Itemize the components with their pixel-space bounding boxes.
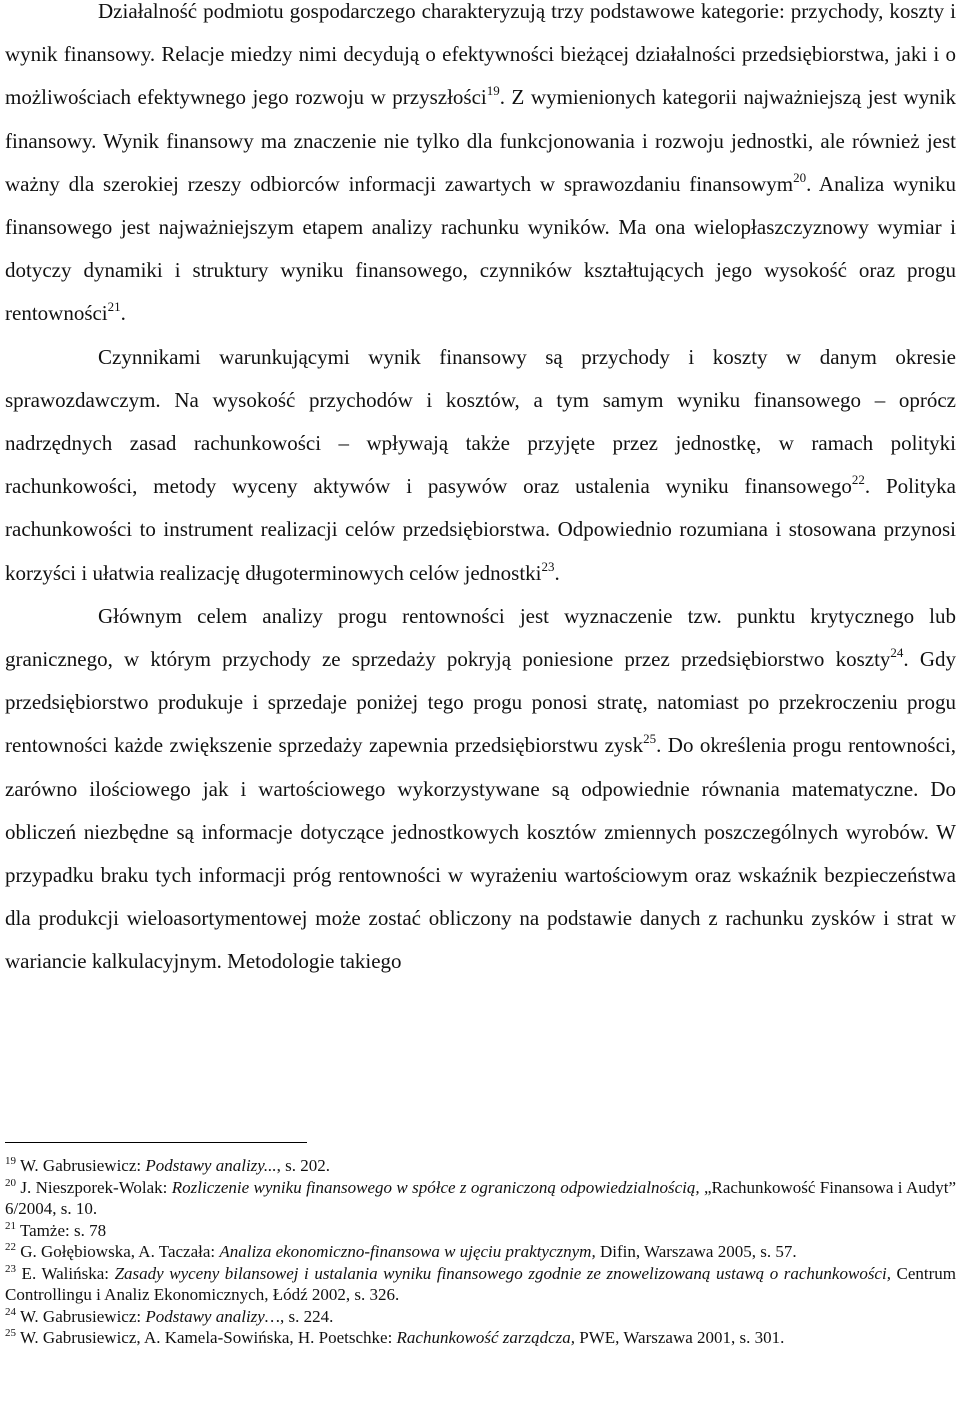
footnote-20 xyxy=(5,1177,956,1220)
paragraph xyxy=(5,595,956,984)
footnote-text: PWE, Warszawa 2001, s. 301. xyxy=(575,1328,785,1347)
text-run: . Analiza wyniku finansowego jest najważniejszym etapem analizy rachunku wyników. Ma ona wielopłaszczyznowy wymiar i dotyczy dynamiki i struktury wyniku finansowego, czynników kształtujących jego wysokość oraz progu rentowności xyxy=(5,171,957,326)
footnote-title: Analiza ekonomiczno-finansowa w ujęciu praktycznym, xyxy=(219,1242,596,1261)
footnote-ref: 20 xyxy=(793,169,807,185)
footnote-text: W. Gabrusiewicz, A. Kamela-Sowińska, H. Poetschke: xyxy=(16,1328,397,1347)
footnote-number: 25 xyxy=(5,1327,16,1339)
text-run: Głównym celem analizy progu rentowności jest wyznaczenie tzw. punktu krytycznego lub granicznego, w którym przychody ze sprzedaży pokryją poniesione przez przedsiębiorstwo koszty xyxy=(5,603,956,672)
footnote-text: Centrum Controllingu i Analiz Ekonomicznych, Łódź 2002, s. 326. xyxy=(5,1263,957,1304)
footnotes xyxy=(5,1155,956,1349)
paragraph xyxy=(5,0,956,336)
footnote-number: 24 xyxy=(5,1305,16,1318)
text-run: Czynnikami warunkującymi wynik finansowy są przychody i koszty w danym okresie sprawozdawczym. Na wysokość przychodów i kosztów, a tym samym wyniku finansowego – oprócz nadrzędnych zasad rachunkowości – wpływają także przyjęte przez jednostkę, w ramach polityki rachunkowości, metody wyceny aktywów i pasywów oraz ustalenia wyniku finansowego xyxy=(5,344,956,499)
text-run: . Z wymienionych kategorii najważniejszą jest wynik finansowy. Wynik finansowy ma znaczenie nie tylko dla funkcjonowania i rozwoju jednostki, ale również jest ważny dla szerokiej rzeszy odbiorców informacji zawartych w sprawozdaniu finansowym xyxy=(5,85,956,196)
text-run: Działalność podmiotu gospodarczego charakteryzują trzy podstawowe kategorie: przychody, koszty i wynik finansowy. Relacje miedzy nimi decydują o efektywności bieżącej działalności przedsiębiorstwa, jaki i o możliwościach efektywnego jego rozwoju w przyszłości xyxy=(5,0,956,110)
footnote-21 xyxy=(5,1220,956,1242)
footnote-ref: 22 xyxy=(851,472,865,488)
footnote-title: Podstawy analizy… xyxy=(145,1306,280,1326)
footnote-ref: 25 xyxy=(643,731,657,747)
text-run: . Gdy przedsiębiorstwo produkuje i sprzedaje poniżej tego progu ponosi stratę, natomiast po przekroczeniu progu rentowności każde zwiększenie sprzedaży zapewnia przedsiębiorstwu zysk xyxy=(5,647,956,758)
text-run: . xyxy=(554,560,560,585)
footnote-ref: 24 xyxy=(890,645,904,661)
body-text xyxy=(5,0,956,984)
text-run: . Polityka rachunkowości to instrument realizacji celów przedsiębiorstwa. Odpowiednio rozumiana i stosowana przynosi korzyści i ułatwia realizację długoterminowych celów jednostki xyxy=(5,474,956,585)
footnote-number: 23 xyxy=(5,1262,16,1275)
footnote-25 xyxy=(5,1327,956,1349)
footnote-title: Zasady wyceny bilansowej i ustalania wyniku finansowego zgodnie ze znowelizowaną ustawą o rachunkowości, xyxy=(114,1263,891,1283)
footnote-number: 21 xyxy=(5,1219,16,1232)
footnote-24 xyxy=(5,1306,956,1328)
footnote-text: , s. 202. xyxy=(276,1156,331,1175)
footnote-text: „Rachunkowość Finansowa i Audyt” 6/2004, s. 10. xyxy=(5,1177,956,1218)
footnote-text: W. Gabrusiewicz: xyxy=(16,1306,146,1326)
text-run: . xyxy=(120,301,126,326)
footnote-text: G. Gołębiowska, A. Taczała: xyxy=(16,1242,220,1261)
footnote-text: W. Gabrusiewicz: xyxy=(16,1156,146,1175)
footnote-text: Tamże: s. 78 xyxy=(16,1220,107,1240)
footnote-text: J. Nieszporek-Wolak: xyxy=(16,1177,172,1197)
footnote-number: 20 xyxy=(5,1176,16,1189)
footnote-title: Rozliczenie wyniku finansowego w spółce z ograniczoną odpowiedzialnością, xyxy=(171,1177,700,1197)
footnote-ref: 21 xyxy=(107,299,121,315)
footnote-title: Podstawy analizy... xyxy=(145,1156,277,1175)
footnote-text: E. Walińska: xyxy=(16,1263,115,1283)
footnote-number: 22 xyxy=(5,1241,16,1253)
footnote-19 xyxy=(5,1155,956,1177)
footnote-text: Difin, Warszawa 2005, s. 57. xyxy=(595,1242,797,1261)
footnote-23 xyxy=(5,1263,956,1306)
footnote-title: Rachunkowość zarządcza, xyxy=(396,1328,576,1347)
footnote-text: , s. 224. xyxy=(279,1306,334,1326)
paragraph xyxy=(5,336,956,595)
footnote-separator xyxy=(5,1142,307,1143)
text-run: . Do określenia progu rentowności, zarówno ilościowego jak i wartościowego wykorzystywane są odpowiednie równania matematyczne. Do obliczeń niezbędne są informacje dotyczące jednostkowych kosztów zmiennych poszczególnych wyrobów. W przypadku braku tych informacji próg rentowności w wyrażeniu wartościowym oraz wskaźnik bezpieczeństwa dla produkcji wieloasortymentowej może zostać obliczony na podstawie danych z rachunku zysków i strat w wariancie kalkulacyjnym. Metodologie takiego xyxy=(5,733,956,974)
footnote-ref: 23 xyxy=(541,558,555,574)
footnote-number: 19 xyxy=(5,1155,16,1167)
footnote-ref: 19 xyxy=(486,83,500,99)
footnote-22 xyxy=(5,1241,956,1263)
